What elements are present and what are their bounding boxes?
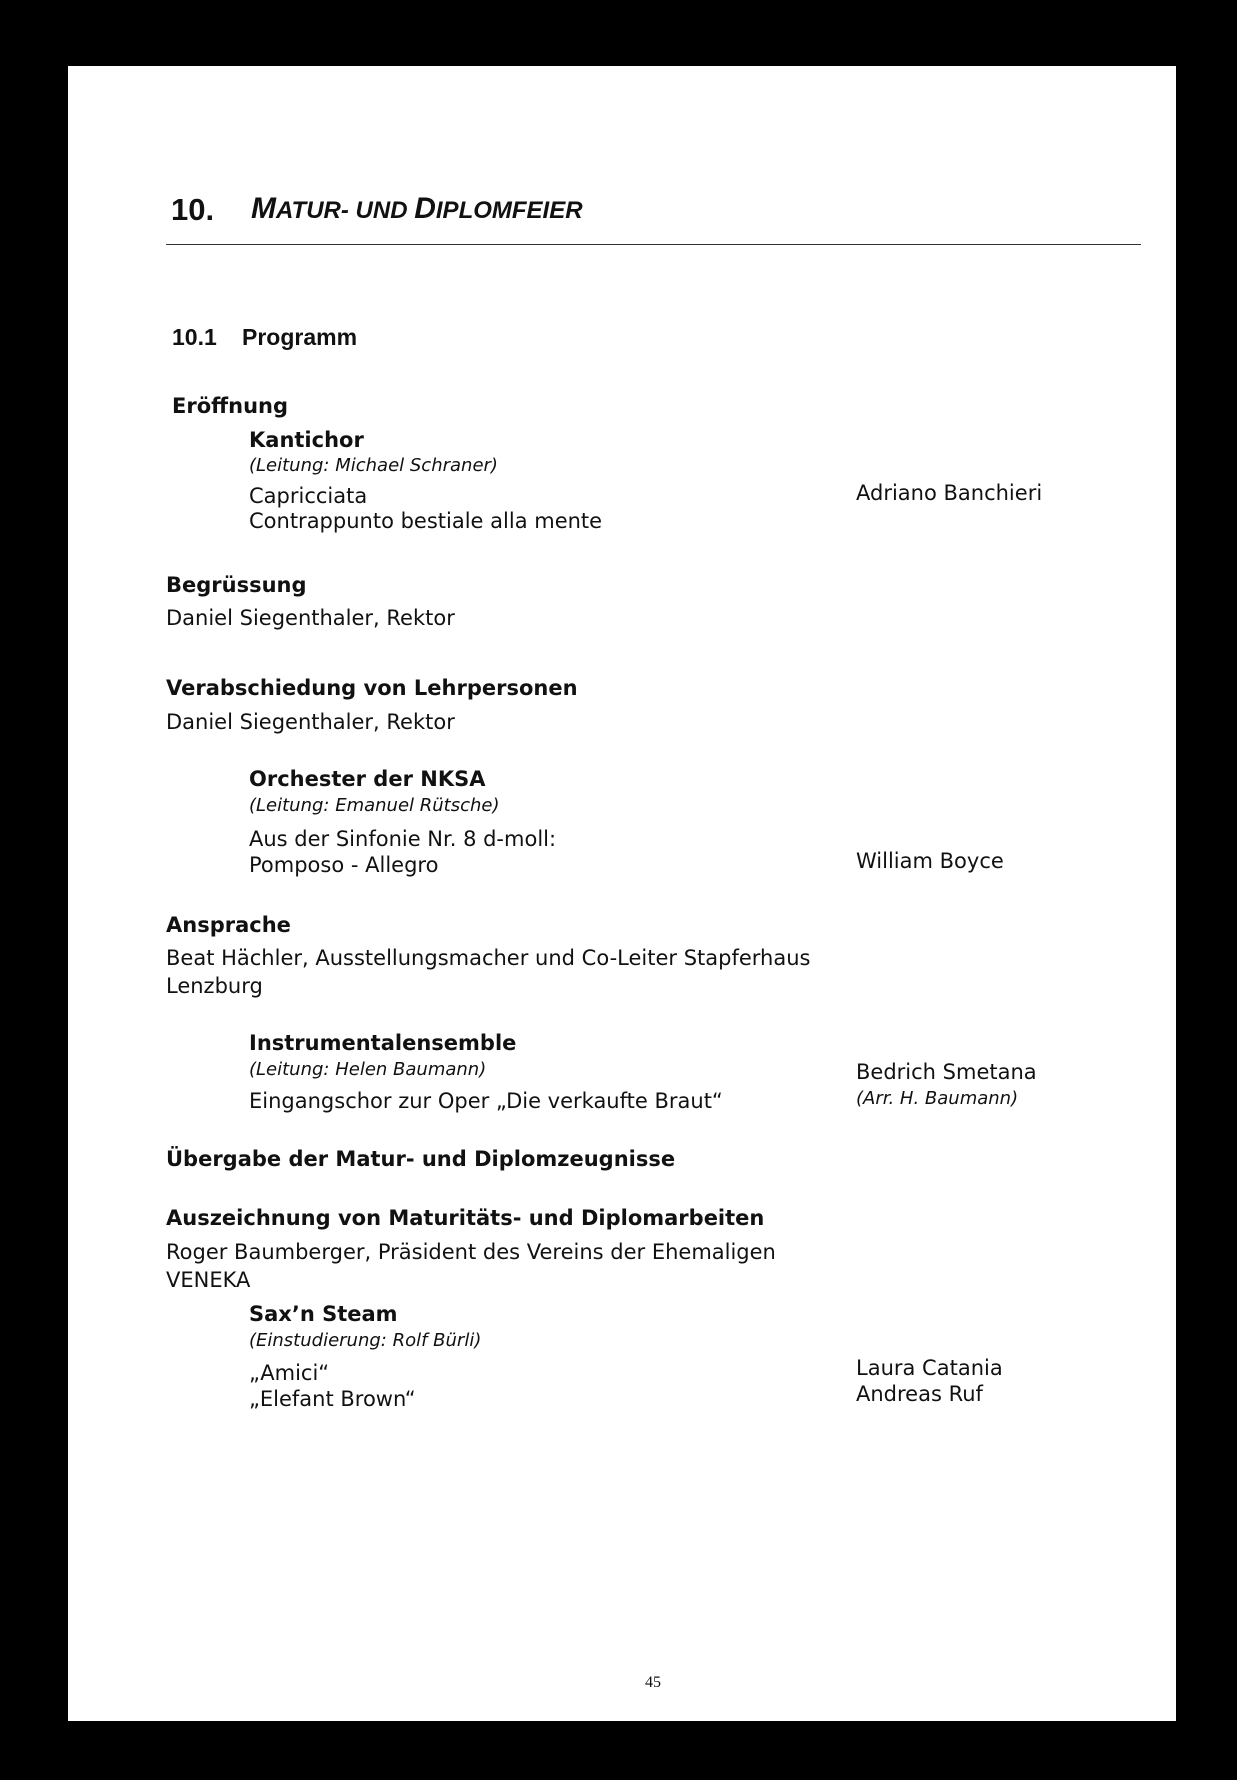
section-title: Programm	[242, 324, 358, 350]
heading-auszeichnung: Auszeichnung von Maturitäts- und Diplomarbeiten	[166, 1206, 765, 1230]
section-number: 10.1	[172, 324, 217, 350]
piece-capricciata: Capricciata	[249, 484, 368, 508]
piece-sinfonie: Aus der Sinfonie Nr. 8 d-moll:	[249, 827, 557, 851]
speaker-verabschiedung: Daniel Siegenthaler, Rektor	[166, 710, 455, 734]
piece-elefant-brown: „Elefant Brown“	[249, 1387, 416, 1411]
heading-begruessung: Begrüssung	[166, 573, 307, 597]
arranger-baumann: (Arr. H. Baumann)	[856, 1088, 1019, 1109]
speaker-ansprache-cont: Lenzburg	[166, 974, 263, 998]
composer-catania: Laura Catania	[856, 1356, 1003, 1380]
heading-eroeffnung: Eröffnung	[172, 394, 289, 418]
speaker-auszeichnung: Roger Baumberger, Präsident des Vereins der Ehemaligen	[166, 1240, 776, 1264]
title-divider	[166, 244, 1141, 245]
composer-banchieri: Adriano Banchieri	[856, 481, 1043, 505]
ensemble-kantichor: Kantichor	[249, 428, 364, 452]
leitung-kantichor: (Leitung: Michael Schraner)	[249, 455, 498, 476]
page-number: 45	[645, 1674, 661, 1691]
heading-ansprache: Ansprache	[166, 913, 291, 937]
speaker-auszeichnung-cont: VENEKA	[166, 1268, 251, 1292]
document-page	[68, 66, 1176, 1721]
speaker-begruessung: Daniel Siegenthaler, Rektor	[166, 606, 455, 630]
piece-contrappunto: Contrappunto bestiale alla mente	[249, 509, 603, 533]
leitung-orchester: (Leitung: Emanuel Rütsche)	[249, 795, 500, 816]
composer-boyce: William Boyce	[856, 849, 1004, 873]
piece-eingangschor: Eingangschor zur Oper „Die verkaufte Braut“	[249, 1089, 723, 1113]
leitung-instrumental: (Leitung: Helen Baumann)	[249, 1059, 487, 1080]
composer-smetana: Bedrich Smetana	[856, 1060, 1037, 1084]
leitung-saxn-steam: (Einstudierung: Rolf Bürli)	[249, 1330, 482, 1351]
chapter-title: MATUR- UND DIPLOMFEIER	[251, 192, 583, 225]
ensemble-instrumental: Instrumentalensemble	[249, 1031, 517, 1055]
heading-verabschiedung: Verabschiedung von Lehrpersonen	[166, 676, 578, 700]
ensemble-orchester: Orchester der NKSA	[249, 767, 486, 791]
piece-pomposo: Pomposo - Allegro	[249, 853, 439, 877]
composer-ruf: Andreas Ruf	[856, 1382, 983, 1406]
speaker-ansprache: Beat Hächler, Ausstellungsmacher und Co-Leiter Stapferhaus	[166, 946, 811, 970]
piece-amici: „Amici“	[249, 1361, 330, 1385]
chapter-number: 10.	[171, 192, 215, 227]
ensemble-saxn-steam: Sax’n Steam	[249, 1302, 398, 1326]
heading-uebergabe: Übergabe der Matur- und Diplomzeugnisse	[166, 1147, 676, 1171]
